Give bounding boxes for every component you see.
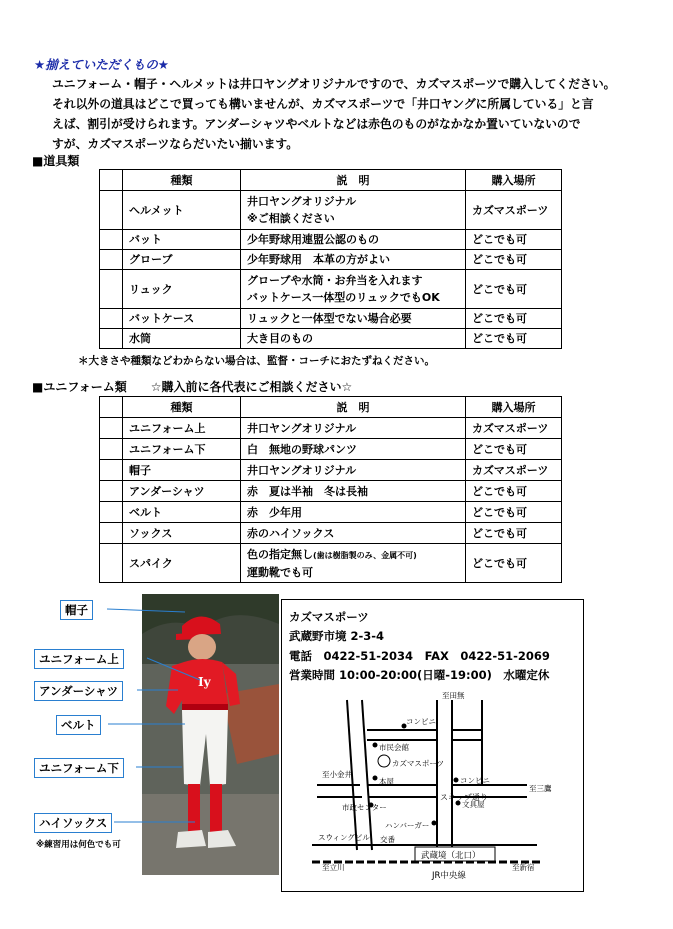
photo-label-belt: ベルト <box>56 715 101 735</box>
map-label: 至小金井 <box>322 770 352 779</box>
map-label: 文具屋 <box>462 800 485 809</box>
row-desc: 赤 夏は半袖 冬は長袖 <box>241 481 466 502</box>
row-desc: リュックと一体型でない場合必要 <box>241 309 466 329</box>
photo-label-cap: 帽子 <box>60 600 93 620</box>
row-desc-line: 井口ヤングオリジナル <box>247 195 357 208</box>
map-label: 交番 <box>380 835 395 844</box>
header-desc: 説 明 <box>241 397 466 418</box>
photo-label-uniform-bottom: ユニフォーム下 <box>34 758 124 778</box>
row-kind: アンダーシャツ <box>123 481 241 502</box>
map-label: カズマスポーツ <box>392 759 445 768</box>
intro-line: えば、割引が受けられます。アンダーシャツやベルトなどは赤色のものがなかなか置いていないので <box>52 117 581 131</box>
uniform-section-title: ■ユニフォーム類 ☆購入前に各代表にご相談ください☆ <box>32 380 353 394</box>
row-kind: ベルト <box>123 502 241 523</box>
svg-text:Iy: Iy <box>198 675 211 689</box>
map-marker <box>454 778 459 783</box>
row-desc-line: バットケース一体型のリュックでもOK <box>247 291 440 304</box>
row-desc-line: ※ご相談ください <box>247 212 335 225</box>
row-place: どこでも可 <box>466 230 562 250</box>
row-desc: 大き目のもの <box>241 329 466 349</box>
row-kind: スパイク <box>123 544 241 583</box>
row-desc-line: グローブや水筒・お弁当を入れます <box>247 274 423 287</box>
row-place: どこでも可 <box>466 502 562 523</box>
row-desc-line: 運動靴でも可 <box>247 565 313 579</box>
header-place: 購入場所 <box>466 170 562 191</box>
row-kind: グローブ <box>123 250 241 270</box>
map-marker <box>373 743 378 748</box>
header-desc: 説 明 <box>241 170 466 191</box>
map-label: 至田無 <box>442 691 465 700</box>
intro-line: すが、カズマスポーツならだいたい揃います。 <box>52 137 299 151</box>
equipment-section-title: ■道具類 <box>32 154 80 168</box>
photo-label-uniform-top: ユニフォーム上 <box>34 649 124 669</box>
row-desc: 赤 少年用 <box>241 502 466 523</box>
row-desc: 井口ヤングオリジナル <box>241 418 466 439</box>
row-desc-small: (歯は樹脂製のみ、金属不可) <box>313 550 417 560</box>
shop-phone: 電話 0422-51-2034 FAX 0422-51-2069 <box>289 649 550 663</box>
header-place: 購入場所 <box>466 397 562 418</box>
map-label: 武蔵境（北口） <box>421 851 481 861</box>
row-kind: 水筒 <box>123 329 241 349</box>
map-marker <box>432 821 437 826</box>
map-label: 市民会館 <box>379 743 409 752</box>
map-marker <box>373 776 378 781</box>
shop-hours: 営業時間 10:00-20:00(日曜-19:00) 水曜定休 <box>289 668 550 682</box>
row-place: どこでも可 <box>466 544 562 583</box>
row-kind: 帽子 <box>123 460 241 481</box>
row-desc: 白 無地の野球パンツ <box>241 439 466 460</box>
row-place: どこでも可 <box>466 309 562 329</box>
map-label: 市政センター <box>342 803 387 812</box>
map-label: コンビニ <box>460 776 490 785</box>
equipment-note: ＊大きさや種類などわからない場合は、監督・コーチにおたずねください。 <box>78 355 435 367</box>
row-desc: 少年野球用連盟公認のもの <box>241 230 466 250</box>
photo-label-undershirt: アンダーシャツ <box>34 681 123 701</box>
header-kind: 種類 <box>123 170 241 191</box>
map-road <box>362 700 372 850</box>
shop-info-box <box>281 599 584 892</box>
row-place: カズマスポーツ <box>466 460 562 481</box>
shop-map <box>282 600 583 891</box>
row-kind: バットケース <box>123 309 241 329</box>
row-place: カズマスポーツ <box>466 418 562 439</box>
row-place: どこでも可 <box>466 329 562 349</box>
intro-line: それ以外の道具はどこで買っても構いませんが、カズマスポーツで「井口ヤングに所属している」と言 <box>52 97 594 111</box>
row-place: どこでも可 <box>466 481 562 502</box>
row-place: どこでも可 <box>466 523 562 544</box>
row-desc: 井口ヤングオリジナル <box>241 460 466 481</box>
map-label: スキップ通り <box>440 793 488 802</box>
row-kind: バット <box>123 230 241 250</box>
map-label: 至三鷹 <box>529 784 552 793</box>
map-label: 至新宿 <box>512 863 535 872</box>
section-heading: ★揃えていただくもの★ <box>34 57 169 72</box>
row-desc-main: 色の指定無し <box>247 547 313 561</box>
map-label: 至立川 <box>322 863 345 872</box>
row-kind: ヘルメット <box>123 191 241 230</box>
row-kind: ユニフォーム上 <box>123 418 241 439</box>
row-place: どこでも可 <box>466 439 562 460</box>
map-label: スウィングビル <box>318 833 370 842</box>
row-desc: 赤のハイソックス <box>241 523 466 544</box>
row-kind: ソックス <box>123 523 241 544</box>
row-kind: ユニフォーム下 <box>123 439 241 460</box>
map-label: コンビニ <box>406 717 436 726</box>
row-place: どこでも可 <box>466 270 562 309</box>
row-kind: リュック <box>123 270 241 309</box>
map-label: ハンバーガー <box>385 821 430 830</box>
row-desc: 少年野球用 本革の方がよい <box>241 250 466 270</box>
intro-line: ユニフォーム・帽子・ヘルメットは井口ヤングオリジナルですので、カズマスポーツで購入してください。 <box>52 77 616 91</box>
shop-name: カズマスポーツ <box>289 610 369 624</box>
shop-address: 武蔵野市境 2-3-4 <box>289 629 385 643</box>
photo-label-socks: ハイソックス <box>34 813 112 833</box>
row-place: どこでも可 <box>466 250 562 270</box>
row-place: カズマスポーツ <box>466 191 562 230</box>
map-label: 本屋 <box>379 777 394 786</box>
photo-footnote: ※練習用は何色でも可 <box>36 840 121 850</box>
map-label: JR中央線 <box>432 871 466 881</box>
header-kind: 種類 <box>123 397 241 418</box>
baseball-icon <box>378 755 390 767</box>
